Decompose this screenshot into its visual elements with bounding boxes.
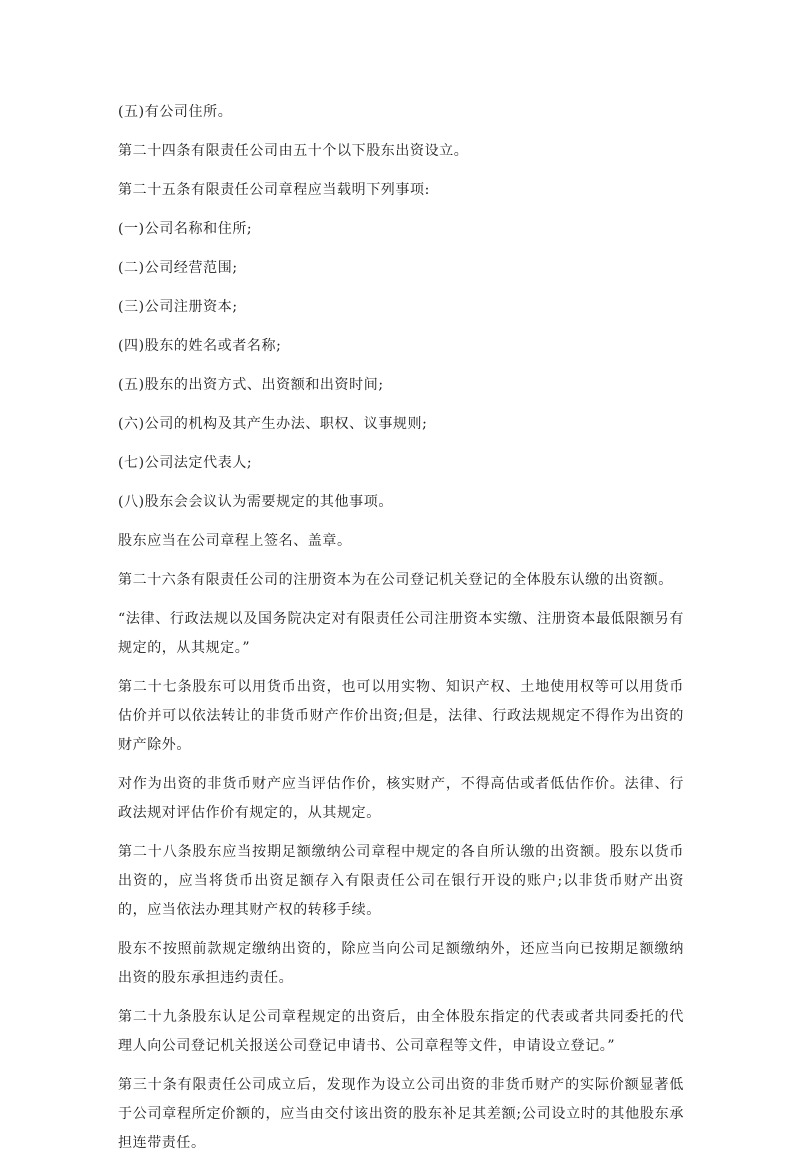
paragraph: 第二十八条股东应当按期足额缴纳公司章程中规定的各自所认缴的出资额。股东以货币出资的，应当将货币出资足额存入有限责任公司在银行开设的账户;以非货币财产出资的，应当依法办理其财产权的转移手续。 bbox=[118, 844, 684, 918]
paragraph: 第二十五条有限责任公司章程应当载明下列事项: bbox=[118, 182, 430, 198]
paragraph: (二)公司经营范围; bbox=[118, 260, 238, 276]
paragraph: 第二十六条有限责任公司的注册资本为在公司登记机关登记的全体股东认缴的出资额。 bbox=[118, 572, 673, 588]
paragraph: 对作为出资的非货币财产应当评估作价，核实财产，不得高估或者低估作价。法律、行政法规对评估作价有规定的，从其规定。 bbox=[118, 776, 684, 821]
paragraph: “法律、行政法规以及国务院决定对有限责任公司注册资本实缴、注册资本最低限额另有规定的，从其规定。” bbox=[118, 611, 684, 656]
paragraph: (一)公司名称和住所; bbox=[118, 221, 253, 237]
paragraph: (五)股东的出资方式、出资额和出资时间; bbox=[118, 377, 384, 393]
document-page bbox=[118, 98, 684, 1168]
paragraph: (五)有公司住所。 bbox=[118, 104, 233, 120]
paragraph: 第二十七条股东可以用货币出资，也可以用实物、知识产权、土地使用权等可以用货币估价并可以依法转让的非货币财产作价出资;但是，法律、行政法规规定不得作为出资的财产除外。 bbox=[118, 679, 684, 753]
paragraph: 股东不按照前款规定缴纳出资的，除应当向公司足额缴纳外，还应当向已按期足额缴纳出资的股东承担违约责任。 bbox=[118, 941, 684, 986]
paragraph: 第二十九条股东认足公司章程规定的出资后，由全体股东指定的代表或者共同委托的代理人向公司登记机关报送公司登记申请书、公司章程等文件，申请设立登记。” bbox=[118, 1009, 684, 1054]
paragraph: (八)股东会会议认为需要规定的其他事项。 bbox=[118, 494, 393, 510]
paragraph: 股东应当在公司章程上签名、盖章。 bbox=[118, 533, 352, 549]
paragraph: (三)公司注册资本; bbox=[118, 299, 238, 315]
paragraph: 第二十四条有限责任公司由五十个以下股东出资设立。 bbox=[118, 143, 469, 159]
paragraph: (七)公司法定代表人; bbox=[118, 455, 253, 471]
paragraph: (四)股东的姓名或者名称; bbox=[118, 338, 282, 354]
paragraph: (六)公司的机构及其产生办法、职权、议事规则; bbox=[118, 416, 428, 432]
paragraph: 第三十条有限责任公司成立后，发现作为设立公司出资的非货币财产的实际价额显著低于公司章程所定价额的，应当由交付该出资的股东补足其差额;公司设立时的其他股东承担连带责任。 bbox=[118, 1077, 684, 1151]
